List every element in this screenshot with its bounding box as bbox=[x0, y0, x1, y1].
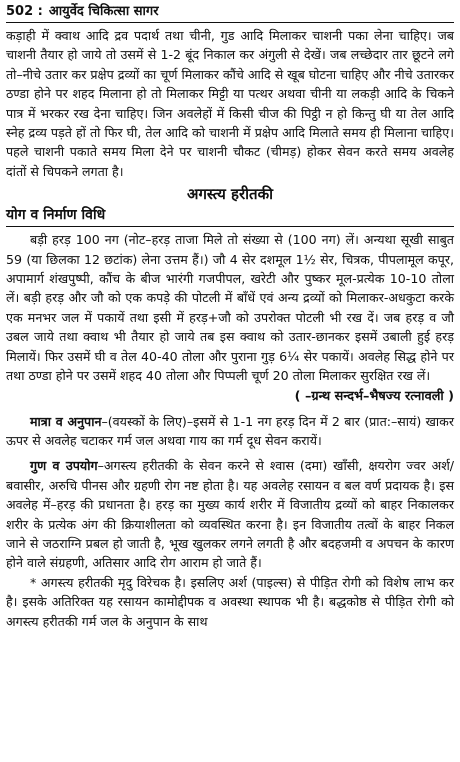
section-title: अगस्त्य हरीतकी bbox=[187, 185, 273, 204]
properties-text: –अगस्त्य हरीतकी के सेवन करने से श्वास (दमा) खाँसी, क्षयरोग ज्वर अर्श/बवासीर, अरुचि पीनस और ग्रहणी रोग नष्ट होता है। यह अवलेह रसायन व बल वर्ण प्रदायक है। इस अवलेह में–हरड़ की प्रधानता है। हरड़ का मुख्य कार्य शरीर में विजातीय द्रव्यों को बाहर निकालकर शरीर के प्रत्येक अंग की क्रियाशीलता को व्यवस्थित करना है। इन विजातीय तत्वों के बाहर निकल जाने से जठराग्नि प्रबल हो जाती है, भूख खुलकर लगने लगती है और बदहजमी व अपचन के कारण होने वाले संग्रहणी, अतिसार आदि रोग आराम हो जाते हैं। bbox=[6, 458, 454, 571]
intro-paragraph: कड़ाही में क्वाथ आदि द्रव पदार्थ तथा चीनी, गुड आदि मिलाकर चाशनी पका लेना चाहिए। जब चाशनी तैयार हो जाये तो उसमें से 1-2 बूंद निकाल कर अंगुली से देखें। जब लच्छेदार तार छूटने लगे तो–नीचे उतार कर प्रक्षेप द्रव्यों का चूर्ण मिलाकर कौंचे आदि से खूब घोटना चाहिए और नीचे उतारकर ठण्डा होने पर शहद मिलाना हो तो मिलाकर मिट्टी या पत्थर अथवा चीनी या लकड़ी आदि के चिकने पात्र में भरकर रख देना चाहिए। जिन अवलेहों में किसी चीज की पिट्ठी न हो किन्तु घी या तेल आदि स्नेह द्रव्य पड़ते हों तो फिर घी, तेल आदि को चाशनी में प्रक्षेप आदि मिलाते समय ही मिलाना चाहिए। पहले चाशनी पकाते समय मिला देने पर चाशनी चौकट (चीमड़) होकर सेवन करते समय अवलेह दांतों से चिपकने लगता है। bbox=[6, 28, 454, 179]
page-header bbox=[6, 3, 454, 23]
dosage-label: मात्रा व अनुपान bbox=[30, 413, 102, 429]
formula-paragraph: बड़ी हरड़ 100 नग (नोट–हरड़ ताजा मिले तो संख्या से (100 नग) लें। अन्यथा सूखी साबुत 59 (या छिलका 12 छटांक) लेना उत्तम हैं।) जौ 4 सेर दशमूल 1½ सेर, चित्रक, पीपलामूल कपूर, अपामार्ग शंखपुष्पी, कौंच के बीज भारंगी गजपीपल, खरेटी और पुष्कर मूल-प्रत्येक 10-10 तोला लें। बड़ी हरड़ और जौ को एक कपड़े की पोटली में बाँधें एवं अन्य द्रव्यों को मिलाकर-अधकुटा करके एक मनभर जल में पकायें तथा इसी में हरड़+जौ को उपरोक्त पोटली भी रख दें। जब हरड़ व जौ उबल जाये तथा क्वाथ भी तैयार हो जाये तब इस क्वाथ को उतार-छानकर इसमें उबाली हुई हरड़ मिलायें। फिर उसमें घी व तेल 40-40 तोला और पुराना गुड़ 6¼ सेर पकायें। अवलेह सिद्ध होने पर तथा ठण्डा होने पर उसमें शहद 40 तोला और पिप्पली चूर्ण 20 तोला मिलाकर सुरक्षित रख लें। bbox=[6, 232, 454, 384]
dosage-text: –(वयस्कों के लिए)–इसमें से 1-1 नग हरड़ दिन में 2 बार (प्रात:–सायं) खाकर ऊपर से अवलेह चटाकर गर्म जल अथवा गाय का गर्म दूध सेवन करायें। bbox=[6, 413, 454, 448]
source-reference: ( –ग्रन्थ सन्दर्भ–भैषज्य रत्नावली ) bbox=[294, 388, 454, 404]
sub-heading: योग व निर्माण विधि bbox=[6, 205, 454, 227]
book-title: आयुर्वेद चिकित्सा सागर bbox=[48, 4, 159, 19]
properties-label: गुण व उपयोग bbox=[30, 458, 98, 474]
page-number: 502 : bbox=[6, 4, 43, 19]
note-paragraph: * अगस्त्य हरीतकी मृदु विरेचक है। इसलिए अर्श (पाइल्स) से पीड़ित रोगी को विशेष लाभ कर है। इसके अतिरिक्त यह रसायन कामोद्दीपक व अवस्था स्थापक भी है। बद्धकोष्ठ से पीड़ित रोगी को अगस्त्य हरीतकी गर्म जल के अनुपान के साथ bbox=[6, 574, 454, 629]
properties-paragraph bbox=[6, 456, 454, 572]
dosage-paragraph bbox=[6, 412, 454, 451]
